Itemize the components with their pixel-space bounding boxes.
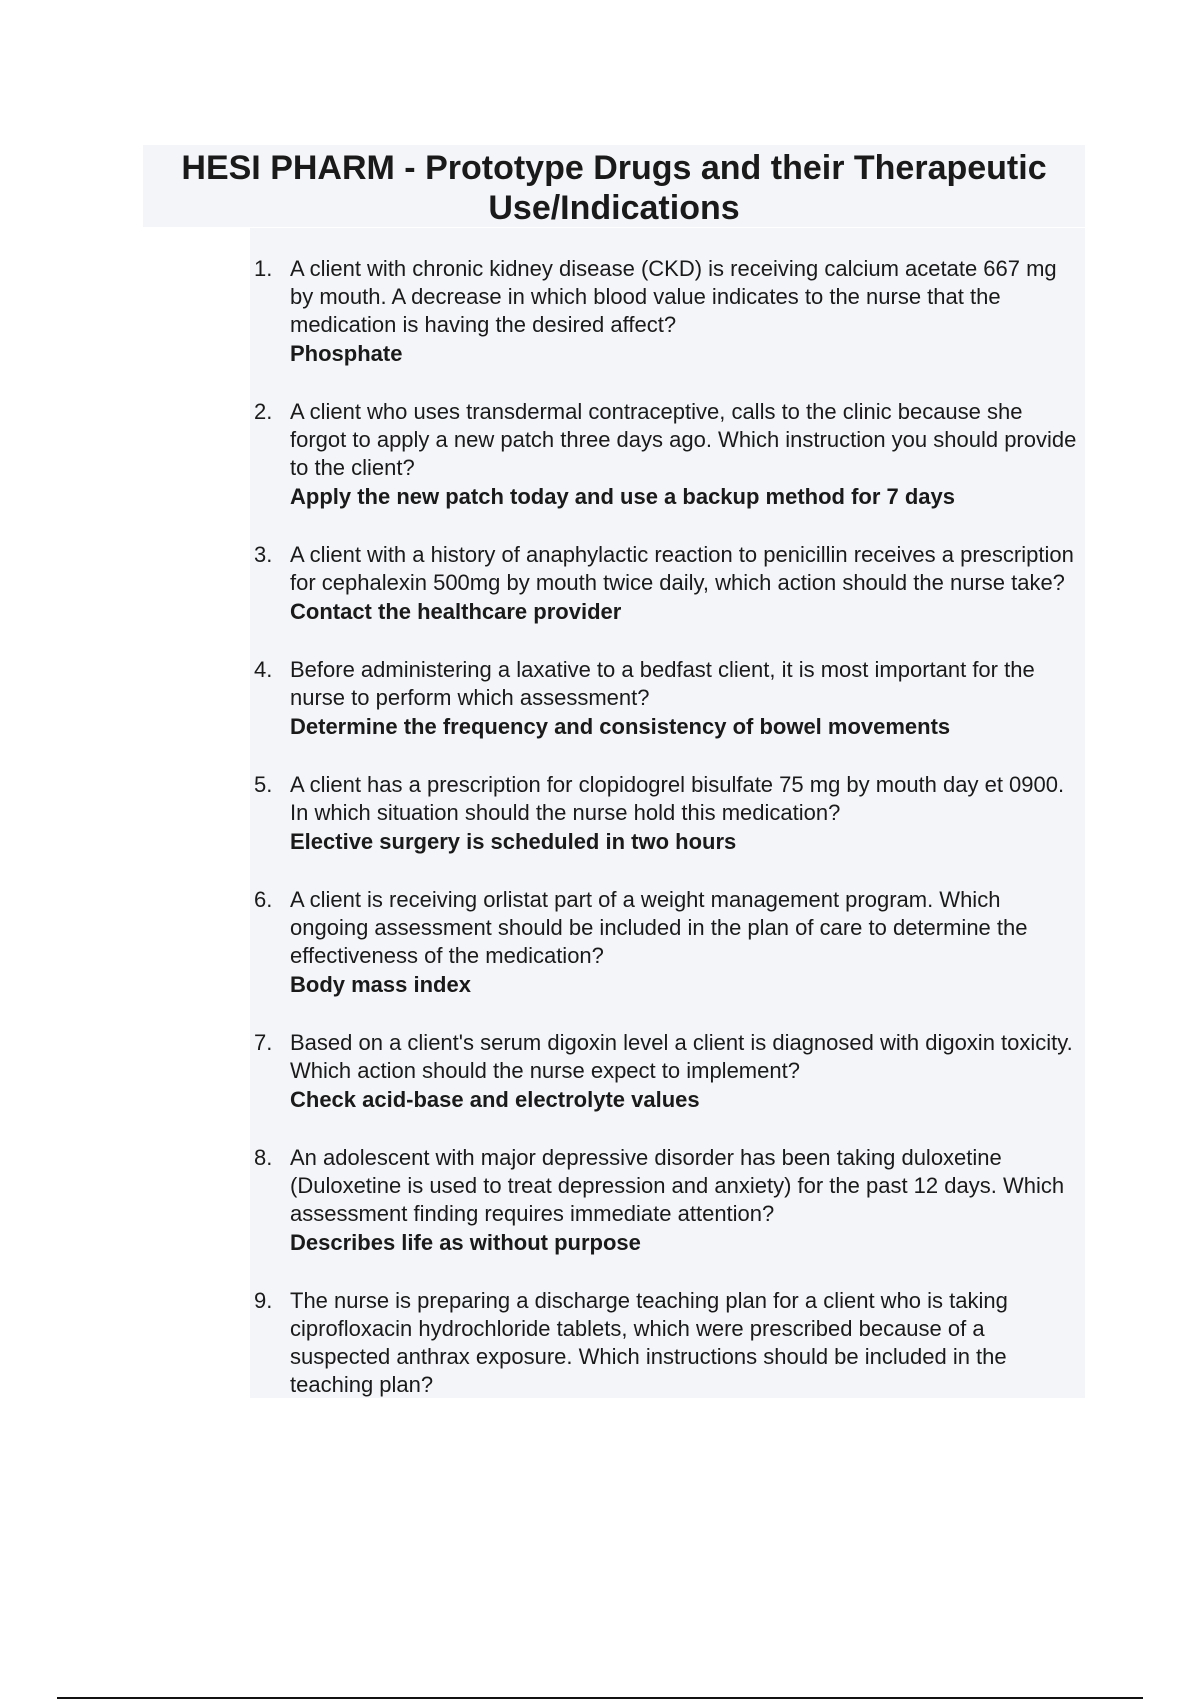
question-text: A client with a history of anaphylactic reaction to penicillin receives a prescription for cephalexin 500mg by mouth twice daily, which action should the nurse take? [290,542,1074,595]
answer-text: Determine the frequency and consistency of bowel movements [290,714,951,739]
page-title: HESI PHARM - Prototype Drugs and their Therapeutic Use/Indications [181,149,1047,227]
question-item-3 [250,541,1080,627]
question-number: 2. [254,399,273,424]
footer-divider [57,1697,1143,1699]
question-item-1 [250,255,1080,369]
answer-text: Elective surgery is scheduled in two hours [290,829,737,854]
answer-text: Apply the new patch today and use a backup method for 7 days [290,484,956,509]
question-text: A client is receiving orlistat part of a weight management program. Which ongoing assessment should be included in the plan of care to determine the effectiveness of the medication? [290,887,1028,968]
question-text: A client with chronic kidney disease (CKD) is receiving calcium acetate 667 mg by mouth. A decrease in which blood value indicates to the nurse that the medication is having the desired affect? [290,256,1057,337]
question-item-6 [250,886,1080,1000]
question-number: 5. [254,772,273,797]
question-text: The nurse is preparing a discharge teaching plan for a client who is taking ciprofloxacin hydrochloride tablets, which were prescribed because of a suspected anthrax exposure. Which instructions should be included in the teaching plan? [290,1288,1008,1397]
question-text: A client who uses transdermal contraceptive, calls to the clinic because she forgot to apply a new patch three days ago. Which instruction you should provide to the client? [290,399,1077,480]
question-number: 7. [254,1030,273,1055]
question-number: 3. [254,542,273,567]
question-number: 4. [254,657,273,682]
question-item-8 [250,1144,1080,1258]
answer-text: Contact the healthcare provider [290,599,622,624]
question-item-5 [250,771,1080,857]
question-item-4 [250,656,1080,742]
question-text: Based on a client's serum digoxin level a client is diagnosed with digoxin toxicity. Which action should the nurse expect to implement? [290,1030,1073,1083]
question-number: 1. [254,256,273,281]
question-item-9 [250,1287,1080,1399]
answer-text: Describes life as without purpose [290,1230,641,1255]
question-text: A client has a prescription for clopidogrel bisulfate 75 mg by mouth day et 0900. In which situation should the nurse hold this medication? [290,772,1065,825]
question-item-7 [250,1029,1080,1115]
question-number: 8. [254,1145,273,1170]
question-number: 6. [254,887,273,912]
answer-text: Body mass index [290,972,471,997]
question-number: 9. [254,1288,273,1313]
question-item-2 [250,398,1080,512]
question-list [250,255,1080,1428]
question-text: An adolescent with major depressive disorder has been taking duloxetine (Duloxetine is used to treat depression and anxiety) for the past 12 days. Which assessment finding requires immediate attention? [290,1145,1065,1226]
answer-text: Phosphate [290,341,403,366]
question-text: Before administering a laxative to a bedfast client, it is most important for the nurse to perform which assessment? [290,657,1035,710]
answer-text: Check acid-base and electrolyte values [290,1087,700,1112]
